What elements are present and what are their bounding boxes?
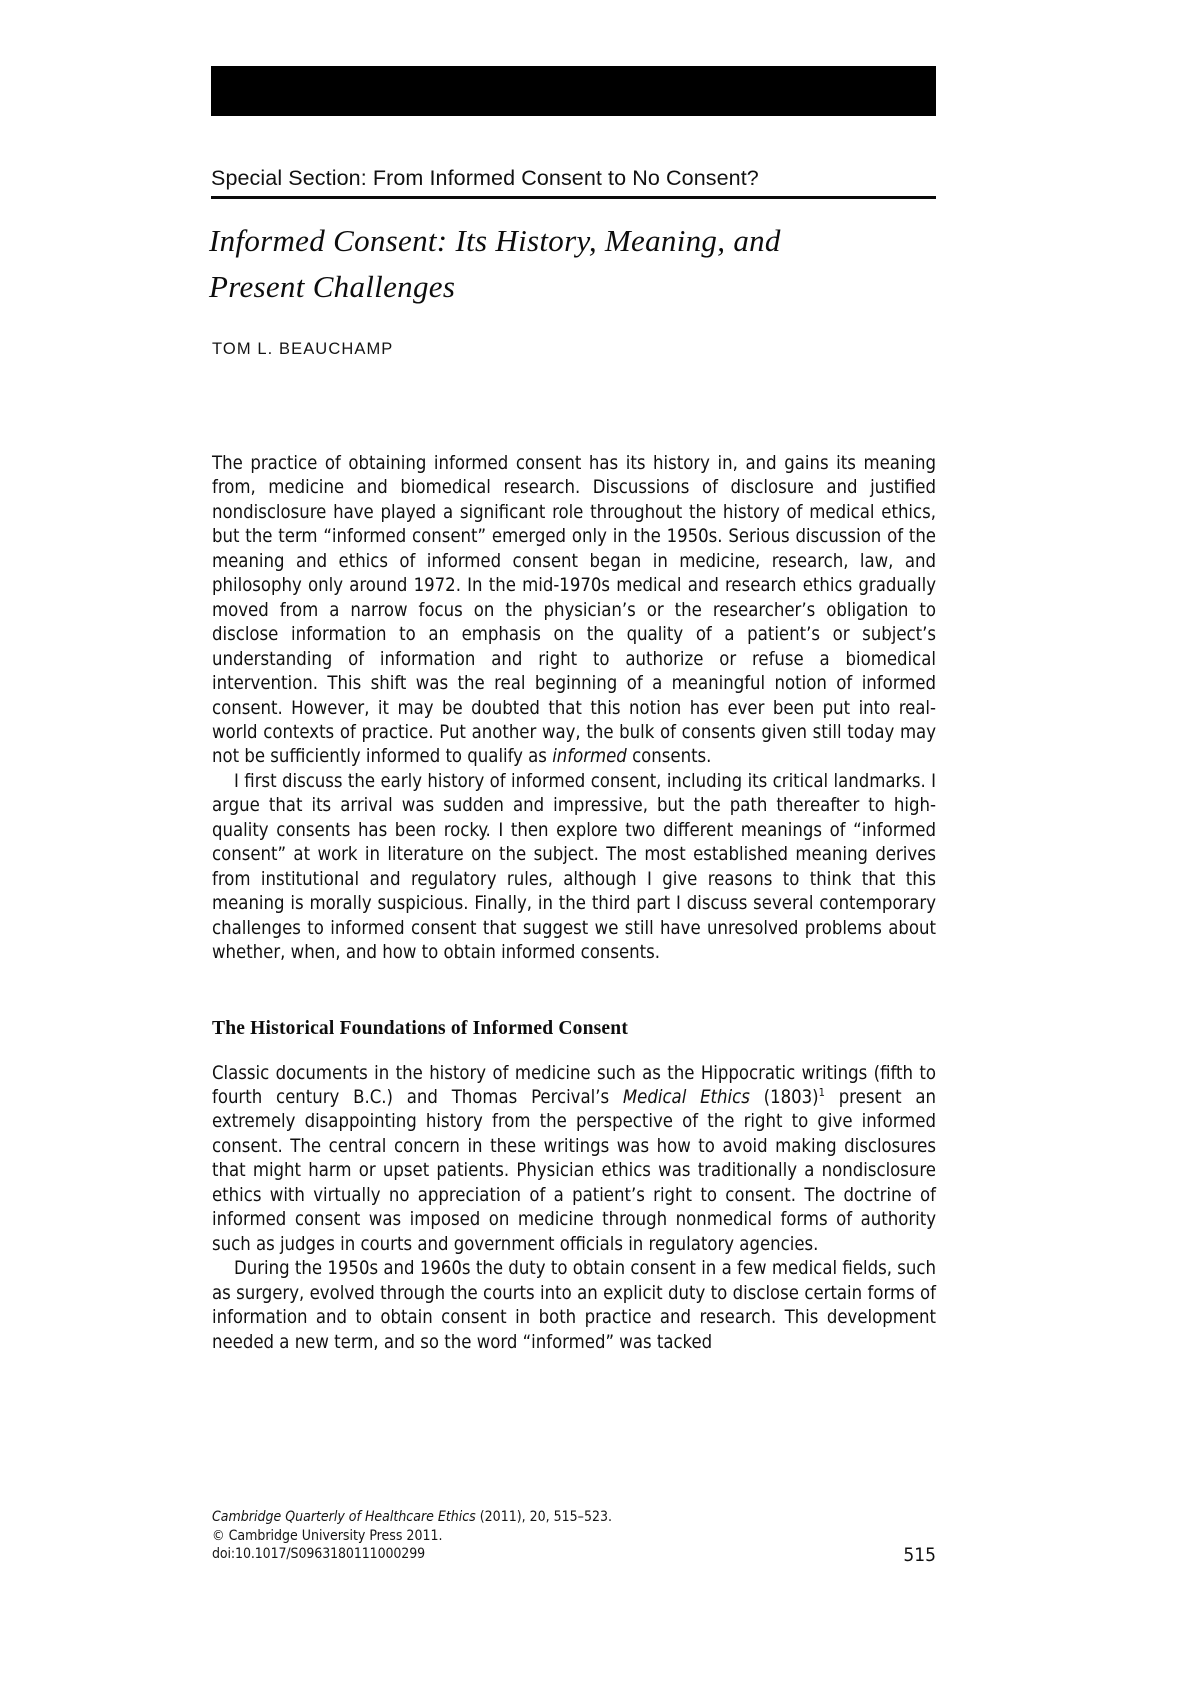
heading-spacer-top xyxy=(212,966,936,1018)
paragraph-3-text-c: present an extremely disappointing history from the perspective of the right to give informed consent. The central concern in these writings was how to avoid making disclosures that might harm or upset patients. Physician ethics was traditionally a nondisclosure ethics with virtually no appreciation of a patient’s right to consent. The doctrine of informed consent was imposed on medicine through nonmedical forms of authority such as judges in courts and government officials in regulatory agencies. xyxy=(212,1086,937,1255)
running-head-block xyxy=(211,165,936,199)
footnote-marker-1: 1 xyxy=(818,1085,825,1099)
paragraph-1-text-a: The practice of obtaining informed consent has its history in, and gains its meaning from, medicine and biomedical research. Discussions of disclosure and justified nondisclosure have played a significant role throughout the history of medical ethics, but the term “informed consent” emerged only in the 1950s. Serious discussion of the meaning and ethics of informed consent began in medicine, research, law, and philosophy only around 1972. In the mid-1970s medical and research ethics gradually moved from a narrow focus on the physician’s or the researcher’s obligation to disclose information to an emphasis on the quality of a patient’s or subject’s understanding of information and right to authorize or refuse a biomedical intervention. This shift was the real beginning of a meaningful notion of informed consent. However, it may be doubted that this notion has ever been put into real-world contexts of practice. Put another way, the bulk of consents given still today may not be sufficiently informed to qualify as xyxy=(212,453,936,768)
paragraph-1-emphasis: informed xyxy=(552,746,627,768)
author-name: TOM L. BEAUCHAMP xyxy=(212,340,394,358)
paragraph-4: During the 1950s and 1960s the duty to obtain consent in a few medical fields, such as surgery, evolved through the courts into an explicit duty to disclose certain forms of information and to obtain consent in both practice and research. This development needed a new term, and so the word “informed” was tacked xyxy=(212,1258,936,1353)
paragraph-3 xyxy=(212,1062,936,1258)
paragraph-2: I first discuss the early history of informed consent, including its critical landmarks. I argue that its arrival was sudden and impressive, but the path thereafter to high-quality consents has been rocky. I then explore two different meanings of “informed consent” at work in literature on the subject. The most established meaning derives from institutional and regulatory rules, although I give reasons to think that this meaning is morally suspicious. Finally, in the third part I discuss several contemporary challenges to informed consent that suggest we still have unresolved problems about whether, when, and how to obtain informed consents. xyxy=(212,770,936,964)
journal-volume-pages: (2011), 20, 515–523. xyxy=(475,1509,613,1525)
header-rule xyxy=(211,196,936,199)
doi-line: doi:10.1017/S0963180111000299 xyxy=(212,1546,426,1562)
top-black-bar xyxy=(211,66,936,116)
paragraph-3-text-a: Classic documents in the history of medicine such as the Hippocratic writings (fifth to fourth century B.C.) and Thomas Percival’s xyxy=(212,1062,936,1108)
page-number: 515 xyxy=(903,1544,936,1566)
heading-spacer-bottom xyxy=(212,1040,936,1062)
journal-citation xyxy=(212,1508,936,1527)
section-heading: The Historical Foundations of Informed Consent xyxy=(212,1017,629,1039)
paragraph-1 xyxy=(212,452,936,770)
article-title-line-1: Informed Consent: Its History, Meaning, and xyxy=(209,223,781,258)
article-title xyxy=(209,218,949,310)
page-footer xyxy=(212,1508,936,1564)
copyright-line: © Cambridge University Press 2011. xyxy=(212,1527,443,1544)
journal-name: Cambridge Quarterly of Healthcare Ethics xyxy=(212,1509,476,1525)
paragraph-3-work-title: Medical Ethics xyxy=(622,1086,750,1108)
paragraph-3-text-b: (1803) xyxy=(749,1086,819,1108)
article-title-line-2: Present Challenges xyxy=(209,268,456,304)
running-head-text: Special Section: From Informed Consent to No Consent? xyxy=(211,166,759,190)
article-body xyxy=(212,452,936,1355)
paragraph-1-text-b: consents. xyxy=(626,746,712,768)
